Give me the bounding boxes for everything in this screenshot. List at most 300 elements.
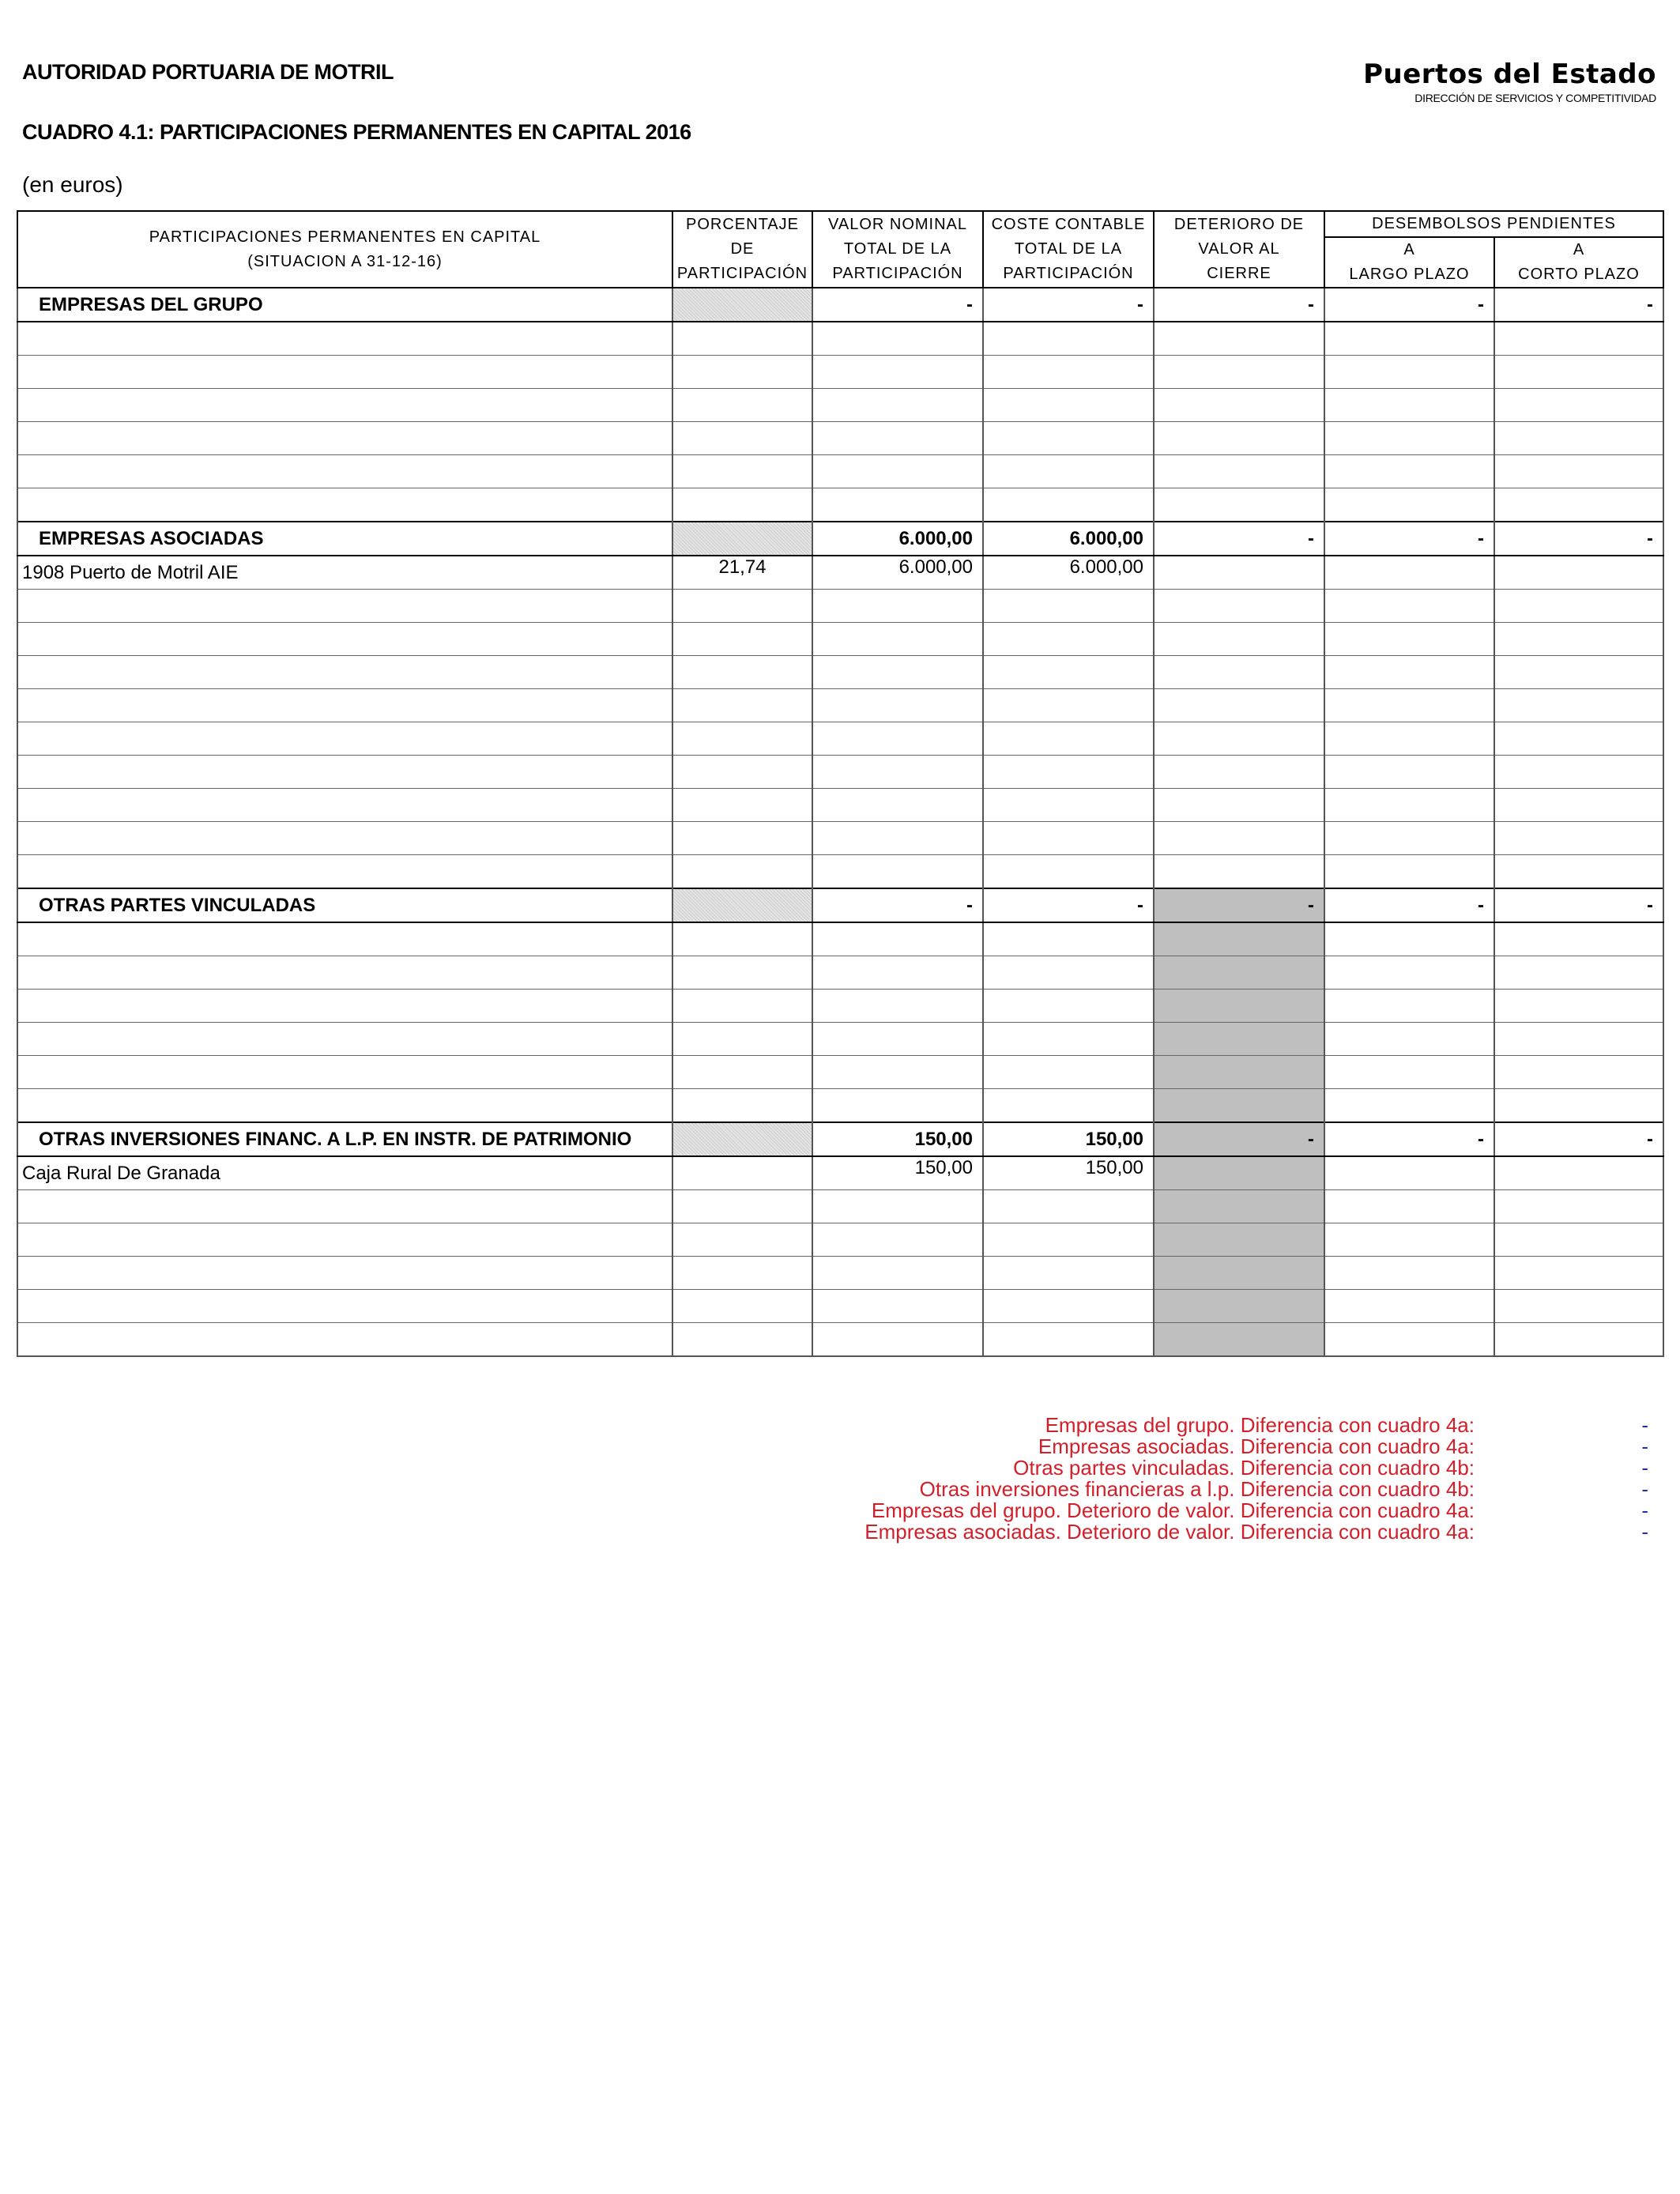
header-text: PORCENTAJE xyxy=(686,216,799,233)
corto-plazo-value xyxy=(1494,1323,1663,1357)
deterioro-value xyxy=(1154,656,1324,689)
header-text: PARTICIPACIÓN xyxy=(676,265,808,282)
coste-contable-value: 6.000,00 xyxy=(983,556,1154,590)
valor-nominal-value xyxy=(812,656,983,689)
entity-name: 1908 Puerto de Motril AIE xyxy=(17,556,672,590)
valor-nominal-value: 6.000,00 xyxy=(812,556,983,590)
porcentaje-value xyxy=(672,956,812,990)
deterioro-value xyxy=(1154,1290,1324,1323)
entity-name xyxy=(17,356,672,389)
valor-nominal-value xyxy=(812,789,983,822)
corto-plazo-value xyxy=(1494,1023,1663,1056)
section-coste-contable: - xyxy=(983,888,1154,922)
corto-plazo-value xyxy=(1494,356,1663,389)
largo-plazo-value xyxy=(1324,356,1494,389)
entity-name: Caja Rural De Granada xyxy=(17,1156,672,1190)
section-coste-contable: 6.000,00 xyxy=(983,522,1154,556)
entity-name xyxy=(17,1089,672,1123)
largo-plazo-value xyxy=(1324,1257,1494,1290)
corto-plazo-value xyxy=(1494,1290,1663,1323)
porcentaje-value xyxy=(672,656,812,689)
entity-name xyxy=(17,389,672,422)
brand-logo xyxy=(1363,58,1656,104)
section-corto-plazo: - xyxy=(1494,1122,1663,1156)
deterioro-value xyxy=(1154,789,1324,822)
corto-plazo-value xyxy=(1494,1223,1663,1257)
valor-nominal-value xyxy=(812,1290,983,1323)
largo-plazo-value xyxy=(1324,1056,1494,1089)
coste-contable-value xyxy=(983,822,1154,855)
valor-nominal-value xyxy=(812,356,983,389)
coste-contable-value xyxy=(983,1023,1154,1056)
porcentaje-value xyxy=(672,822,812,855)
section-deterioro: - xyxy=(1154,288,1324,322)
deterioro-value xyxy=(1154,1223,1324,1257)
coste-contable-value xyxy=(983,689,1154,722)
header-main-line2: (SITUACION A 31-12-16) xyxy=(247,252,443,270)
largo-plazo-value xyxy=(1324,789,1494,822)
section-label: EMPRESAS ASOCIADAS xyxy=(17,522,672,556)
header-text: PARTICIPACIÓN xyxy=(1003,265,1134,282)
section-porcentaje xyxy=(672,888,812,922)
header-main-line1: PARTICIPACIONES PERMANENTES EN CAPITAL xyxy=(149,228,541,246)
coste-contable-value xyxy=(983,922,1154,956)
coste-contable-value xyxy=(983,455,1154,488)
check-label: Empresas del grupo. Deterioro de valor. Diferencia con cuadro 4a: xyxy=(871,1498,1475,1522)
porcentaje-value xyxy=(672,689,812,722)
deterioro-value xyxy=(1154,1089,1324,1123)
valor-nominal-value xyxy=(812,389,983,422)
deterioro-value xyxy=(1154,356,1324,389)
deterioro-value xyxy=(1154,422,1324,455)
corto-plazo-value xyxy=(1494,756,1663,789)
coste-contable-value xyxy=(983,1190,1154,1223)
header-porcentaje xyxy=(672,211,812,288)
header-text: TOTAL DE LA xyxy=(843,240,952,258)
coste-contable-value xyxy=(983,488,1154,522)
valor-nominal-value xyxy=(812,1257,983,1290)
table-row xyxy=(17,1290,1663,1323)
header-largo-plazo xyxy=(1324,237,1494,288)
header-text: PARTICIPACIÓN xyxy=(832,265,963,282)
check-label: Otras partes vinculadas. Diferencia con cuadro 4b: xyxy=(1013,1456,1475,1480)
deterioro-value xyxy=(1154,1156,1324,1190)
largo-plazo-value xyxy=(1324,1223,1494,1257)
header-main xyxy=(17,211,672,288)
largo-plazo-value xyxy=(1324,623,1494,656)
porcentaje-value: 21,74 xyxy=(672,556,812,590)
table-row xyxy=(17,656,1663,689)
header-desembolsos: DESEMBOLSOS PENDIENTES xyxy=(1324,211,1663,237)
coste-contable-value xyxy=(983,1323,1154,1357)
corto-plazo-value xyxy=(1494,822,1663,855)
corto-plazo-value xyxy=(1494,956,1663,990)
coste-contable-value xyxy=(983,956,1154,990)
section-deterioro: - xyxy=(1154,888,1324,922)
valor-nominal-value xyxy=(812,1089,983,1123)
table-row xyxy=(17,1223,1663,1257)
entity-name xyxy=(17,623,672,656)
largo-plazo-value xyxy=(1324,422,1494,455)
valor-nominal-value xyxy=(812,1023,983,1056)
valor-nominal-value xyxy=(812,922,983,956)
deterioro-value xyxy=(1154,689,1324,722)
header-deterioro xyxy=(1154,211,1324,288)
header-text: VALOR AL xyxy=(1198,240,1280,258)
coste-contable-value xyxy=(983,1290,1154,1323)
coste-contable-value: 150,00 xyxy=(983,1156,1154,1190)
section-largo-plazo: - xyxy=(1324,522,1494,556)
table-row xyxy=(17,590,1663,623)
largo-plazo-value xyxy=(1324,1156,1494,1190)
check-value: - xyxy=(1641,1456,1648,1480)
valor-nominal-value xyxy=(812,722,983,756)
table-row xyxy=(17,356,1663,389)
corto-plazo-value xyxy=(1494,990,1663,1023)
deterioro-value xyxy=(1154,590,1324,623)
deterioro-value xyxy=(1154,556,1324,590)
largo-plazo-value xyxy=(1324,855,1494,889)
table-row xyxy=(17,322,1663,356)
corto-plazo-value xyxy=(1494,656,1663,689)
porcentaje-value xyxy=(672,389,812,422)
deterioro-value xyxy=(1154,1190,1324,1223)
coste-contable-value xyxy=(983,756,1154,789)
entity-name xyxy=(17,422,672,455)
porcentaje-value xyxy=(672,590,812,623)
table-body xyxy=(17,288,1663,1356)
entity-name xyxy=(17,1023,672,1056)
table-row xyxy=(17,990,1663,1023)
valor-nominal-value xyxy=(812,1323,983,1357)
porcentaje-value xyxy=(672,422,812,455)
porcentaje-value xyxy=(672,922,812,956)
entity-name xyxy=(17,990,672,1023)
corto-plazo-value xyxy=(1494,1056,1663,1089)
table-row xyxy=(17,922,1663,956)
brand-subtitle: DIRECCIÓN DE SERVICIOS Y COMPETITIVIDAD xyxy=(1414,92,1656,104)
valor-nominal-value xyxy=(812,855,983,889)
deterioro-value xyxy=(1154,990,1324,1023)
largo-plazo-value xyxy=(1324,590,1494,623)
coste-contable-value xyxy=(983,656,1154,689)
entity-name xyxy=(17,1323,672,1357)
entity-name xyxy=(17,789,672,822)
valor-nominal-value xyxy=(812,1223,983,1257)
section-largo-plazo: - xyxy=(1324,1122,1494,1156)
valor-nominal-value xyxy=(812,455,983,488)
section-deterioro: - xyxy=(1154,522,1324,556)
largo-plazo-value xyxy=(1324,822,1494,855)
entity-name xyxy=(17,656,672,689)
section-corto-plazo: - xyxy=(1494,888,1663,922)
corto-plazo-value xyxy=(1494,1156,1663,1190)
valor-nominal-value xyxy=(812,488,983,522)
entity-name xyxy=(17,1190,672,1223)
corto-plazo-value xyxy=(1494,1190,1663,1223)
valor-nominal-value xyxy=(812,1190,983,1223)
valor-nominal-value xyxy=(812,623,983,656)
header-text: VALOR NOMINAL xyxy=(828,216,967,233)
entity-name xyxy=(17,1257,672,1290)
check-label: Empresas asociadas. Diferencia con cuadro 4a: xyxy=(1038,1434,1475,1458)
brand-name: Puertos del Estado xyxy=(1363,58,1656,90)
section-corto-plazo: - xyxy=(1494,288,1663,322)
coste-contable-value xyxy=(983,990,1154,1023)
deterioro-value xyxy=(1154,855,1324,889)
table-row xyxy=(17,455,1663,488)
section-label: OTRAS PARTES VINCULADAS xyxy=(17,888,672,922)
section-label: EMPRESAS DEL GRUPO xyxy=(17,288,672,322)
entity-name xyxy=(17,488,672,522)
corto-plazo-value xyxy=(1494,1257,1663,1290)
coste-contable-value xyxy=(983,1223,1154,1257)
table-row xyxy=(17,1190,1663,1223)
section-row xyxy=(17,288,1663,322)
deterioro-value xyxy=(1154,389,1324,422)
corto-plazo-value xyxy=(1494,556,1663,590)
entity-name xyxy=(17,722,672,756)
section-valor-nominal: 150,00 xyxy=(812,1122,983,1156)
largo-plazo-value xyxy=(1324,455,1494,488)
largo-plazo-value xyxy=(1324,656,1494,689)
entity-name xyxy=(17,590,672,623)
corto-plazo-value xyxy=(1494,689,1663,722)
entity-name xyxy=(17,689,672,722)
coste-contable-value xyxy=(983,623,1154,656)
section-porcentaje xyxy=(672,522,812,556)
largo-plazo-value xyxy=(1324,689,1494,722)
header-text: CORTO PLAZO xyxy=(1518,266,1640,283)
largo-plazo-value xyxy=(1324,1023,1494,1056)
deterioro-value xyxy=(1154,1257,1324,1290)
deterioro-value xyxy=(1154,488,1324,522)
porcentaje-value xyxy=(672,1290,812,1323)
deterioro-value xyxy=(1154,455,1324,488)
largo-plazo-value xyxy=(1324,756,1494,789)
valor-nominal-value xyxy=(812,990,983,1023)
entity-name xyxy=(17,922,672,956)
section-row xyxy=(17,522,1663,556)
valor-nominal-value: 150,00 xyxy=(812,1156,983,1190)
table-row xyxy=(17,1257,1663,1290)
largo-plazo-value xyxy=(1324,1190,1494,1223)
entity-name xyxy=(17,1056,672,1089)
table-row xyxy=(17,822,1663,855)
coste-contable-value xyxy=(983,322,1154,356)
header-text: COSTE CONTABLE xyxy=(991,216,1146,233)
section-porcentaje xyxy=(672,1122,812,1156)
section-row xyxy=(17,888,1663,922)
table-row xyxy=(17,956,1663,990)
check-line xyxy=(711,1479,1659,1500)
porcentaje-value xyxy=(672,1190,812,1223)
largo-plazo-value xyxy=(1324,1323,1494,1357)
largo-plazo-value xyxy=(1324,956,1494,990)
porcentaje-value xyxy=(672,455,812,488)
porcentaje-value xyxy=(672,722,812,756)
largo-plazo-value xyxy=(1324,990,1494,1023)
section-coste-contable: - xyxy=(983,288,1154,322)
check-value: - xyxy=(1641,1434,1648,1458)
table-row xyxy=(17,855,1663,889)
entity-name xyxy=(17,322,672,356)
section-valor-nominal: - xyxy=(812,288,983,322)
section-valor-nominal: 6.000,00 xyxy=(812,522,983,556)
table-row xyxy=(17,756,1663,789)
deterioro-value xyxy=(1154,623,1324,656)
coste-contable-value xyxy=(983,590,1154,623)
check-value: - xyxy=(1641,1498,1648,1522)
coste-contable-value xyxy=(983,389,1154,422)
table-row xyxy=(17,1056,1663,1089)
coste-contable-value xyxy=(983,356,1154,389)
largo-plazo-value xyxy=(1324,1089,1494,1123)
participations-table xyxy=(17,210,1664,1357)
check-label: Otras inversiones financieras a l.p. Diferencia con cuadro 4b: xyxy=(919,1477,1475,1501)
section-deterioro: - xyxy=(1154,1122,1324,1156)
corto-plazo-value xyxy=(1494,1089,1663,1123)
deterioro-value xyxy=(1154,756,1324,789)
table-row xyxy=(17,1323,1663,1357)
coste-contable-value xyxy=(983,722,1154,756)
largo-plazo-value xyxy=(1324,922,1494,956)
valor-nominal-value xyxy=(812,322,983,356)
header-text: LARGO PLAZO xyxy=(1349,266,1470,283)
organization-name: AUTORIDAD PORTUARIA DE MOTRIL xyxy=(22,60,394,84)
section-porcentaje xyxy=(672,288,812,322)
corto-plazo-value xyxy=(1494,488,1663,522)
table-title: CUADRO 4.1: PARTICIPACIONES PERMANENTES EN CAPITAL 2016 xyxy=(22,120,691,144)
header-text: CIERRE xyxy=(1207,265,1271,282)
section-corto-plazo: - xyxy=(1494,522,1663,556)
porcentaje-value xyxy=(672,1056,812,1089)
section-label: OTRAS INVERSIONES FINANC. A L.P. EN INSTR. DE PATRIMONIO xyxy=(17,1122,672,1156)
largo-plazo-value xyxy=(1324,556,1494,590)
deterioro-value xyxy=(1154,822,1324,855)
corto-plazo-value xyxy=(1494,623,1663,656)
coste-contable-value xyxy=(983,1257,1154,1290)
valor-nominal-value xyxy=(812,689,983,722)
corto-plazo-value xyxy=(1494,855,1663,889)
coste-contable-value xyxy=(983,789,1154,822)
corto-plazo-value xyxy=(1494,722,1663,756)
entity-name xyxy=(17,822,672,855)
validation-checks xyxy=(711,1415,1659,1543)
deterioro-value xyxy=(1154,1056,1324,1089)
largo-plazo-value xyxy=(1324,722,1494,756)
table-header xyxy=(17,211,1663,288)
check-line xyxy=(711,1500,1659,1521)
check-value: - xyxy=(1641,1477,1648,1501)
porcentaje-value xyxy=(672,756,812,789)
entity-name xyxy=(17,1223,672,1257)
section-largo-plazo: - xyxy=(1324,888,1494,922)
table-row xyxy=(17,422,1663,455)
check-line xyxy=(711,1457,1659,1479)
coste-contable-value xyxy=(983,1089,1154,1123)
table-row xyxy=(17,1156,1663,1190)
entity-name xyxy=(17,956,672,990)
largo-plazo-value xyxy=(1324,1290,1494,1323)
units-note: (en euros) xyxy=(22,172,123,197)
header-text: DE xyxy=(730,240,755,258)
table-row xyxy=(17,1023,1663,1056)
header-text: DETERIORO DE xyxy=(1173,216,1305,233)
porcentaje-value xyxy=(672,356,812,389)
section-coste-contable: 150,00 xyxy=(983,1122,1154,1156)
porcentaje-value xyxy=(672,488,812,522)
table-row xyxy=(17,389,1663,422)
largo-plazo-value xyxy=(1324,488,1494,522)
deterioro-value xyxy=(1154,956,1324,990)
porcentaje-value xyxy=(672,322,812,356)
entity-name xyxy=(17,855,672,889)
coste-contable-value xyxy=(983,1056,1154,1089)
header-coste-contable xyxy=(983,211,1154,288)
check-value: - xyxy=(1641,1413,1648,1437)
porcentaje-value xyxy=(672,855,812,889)
porcentaje-value xyxy=(672,789,812,822)
section-valor-nominal: - xyxy=(812,888,983,922)
porcentaje-value xyxy=(672,623,812,656)
valor-nominal-value xyxy=(812,422,983,455)
header-valor-nominal xyxy=(812,211,983,288)
corto-plazo-value xyxy=(1494,455,1663,488)
table-row xyxy=(17,556,1663,590)
check-value: - xyxy=(1641,1520,1648,1544)
valor-nominal-value xyxy=(812,756,983,789)
check-line xyxy=(711,1436,1659,1457)
deterioro-value xyxy=(1154,722,1324,756)
porcentaje-value xyxy=(672,1156,812,1190)
corto-plazo-value xyxy=(1494,590,1663,623)
check-label: Empresas del grupo. Diferencia con cuadro 4a: xyxy=(1045,1413,1475,1437)
header-text: A xyxy=(1573,241,1585,258)
section-row xyxy=(17,1122,1663,1156)
coste-contable-value xyxy=(983,855,1154,889)
table-row xyxy=(17,722,1663,756)
entity-name xyxy=(17,1290,672,1323)
deterioro-value xyxy=(1154,922,1324,956)
corto-plazo-value xyxy=(1494,422,1663,455)
valor-nominal-value xyxy=(812,1056,983,1089)
deterioro-value xyxy=(1154,322,1324,356)
valor-nominal-value xyxy=(812,956,983,990)
deterioro-value xyxy=(1154,1323,1324,1357)
header-text: TOTAL DE LA xyxy=(1014,240,1123,258)
porcentaje-value xyxy=(672,1257,812,1290)
table-row xyxy=(17,789,1663,822)
valor-nominal-value xyxy=(812,822,983,855)
table-row xyxy=(17,1089,1663,1123)
check-line xyxy=(711,1415,1659,1436)
valor-nominal-value xyxy=(812,590,983,623)
porcentaje-value xyxy=(672,1023,812,1056)
corto-plazo-value xyxy=(1494,789,1663,822)
entity-name xyxy=(17,756,672,789)
porcentaje-value xyxy=(672,1323,812,1357)
section-largo-plazo: - xyxy=(1324,288,1494,322)
check-label: Empresas asociadas. Deterioro de valor. Diferencia con cuadro 4a: xyxy=(864,1520,1475,1544)
porcentaje-value xyxy=(672,990,812,1023)
corto-plazo-value xyxy=(1494,922,1663,956)
table-row xyxy=(17,689,1663,722)
largo-plazo-value xyxy=(1324,389,1494,422)
porcentaje-value xyxy=(672,1089,812,1123)
check-line xyxy=(711,1521,1659,1543)
entity-name xyxy=(17,455,672,488)
